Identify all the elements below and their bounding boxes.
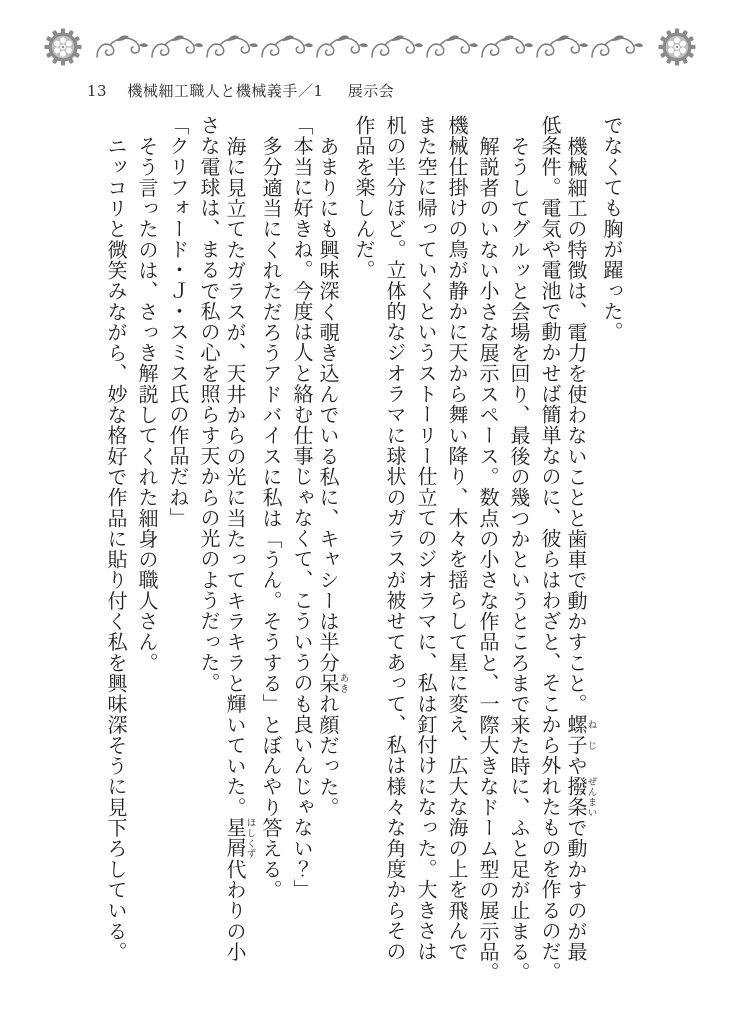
text-column: 海に見立てたガラスが、天井からの光に当たってキラキラと輝いていた。星屑ほしくず代わりの小: [223, 135, 256, 962]
chapter-title: 機械細工職人と機械義手／1: [127, 82, 324, 100]
text-column: 機械細工の特徴は、電力を使わないことと歯車で動かすこと。螺子ねじや撥条ぜんまいで動かすのが最: [564, 135, 597, 962]
gear-icon: [659, 29, 696, 66]
ornament-border: [44, 24, 696, 70]
text-body: [100, 115, 627, 983]
scroll-flourish-row: [97, 35, 643, 57]
scroll-flourish: [372, 35, 423, 57]
scroll-flourish: [97, 35, 148, 57]
page-number: 13: [87, 82, 108, 100]
text-column: そうしてグルッと会場を回り、最後の幾つかというところまで来た時に、ふと足が止まる。: [507, 135, 531, 983]
page-header: [87, 80, 394, 101]
ruby-annotation: 星屑ほしくず: [223, 817, 256, 859]
ruby-annotation: 撥条ぜんまい: [564, 775, 597, 818]
text-column: ニッコリと微笑みながら、妙な格好で作品に貼り付く私を興味深そうに見下ろしている。: [104, 135, 128, 962]
scroll-flourish: [427, 35, 478, 57]
text-column: 「クリフォード・Ｊ・スミス氏の作品だね」: [166, 115, 190, 528]
text-column: 解説者のいない小さな展示スペース。数点の小さな作品と、一際大きなドーム型の展示品。: [476, 135, 500, 983]
scroll-flourish: [317, 35, 368, 57]
ruby-annotation: 螺子ねじ: [564, 713, 597, 756]
gear-icon: [45, 29, 82, 66]
text-column: また空に帰っていくというストーリー仕立てのジオラマに、私は釘付けになった。大きさは: [414, 115, 438, 962]
text-column: 作品を楽しんだ。: [352, 115, 376, 281]
scroll-flourish: [537, 35, 588, 57]
text-column: 低条件。電気や電池で動かせば簡単なのに、彼らはわざと、そこから外れたものを作るのだ。: [538, 115, 562, 983]
scroll-flourish: [207, 35, 258, 57]
text-column: 多分適当にくれただろうアドバイスに私は「うん。そうする」とぼんやり答える。: [259, 135, 283, 900]
ruby-annotation: 呆あき: [316, 672, 349, 694]
text-column: 机の半分ほど。立体的なジオラマに球状のガラスが被せてあって、私は様々な角度からその: [383, 115, 407, 962]
text-column: 機械仕掛けの鳥が静かに天から舞い降り、木々を揺らして星に変え、広大な海の上を飛んで: [445, 115, 469, 962]
scroll-flourish: [152, 35, 203, 57]
scroll-flourish: [262, 35, 313, 57]
text-column: そう言ったのは、さっき解説してくれた細身の職人さん。: [135, 135, 159, 673]
text-column: でなくても胸が躍った。: [600, 115, 624, 343]
text-column: さな電球は、まるで私の心を照らす天からの光のようだった。: [197, 115, 221, 694]
section-title: 展示会: [347, 82, 395, 100]
scroll-flourish: [482, 35, 533, 57]
text-column: 「本当に好きね。今度は人と絡む仕事じゃなくて、こういうのも良いんじゃない？」: [290, 115, 314, 900]
text-column: あまりにも興味深く覗き込んでいる私に、キャシーは半分呆あきれ顔だった。: [316, 135, 349, 818]
scroll-flourish: [592, 35, 643, 57]
